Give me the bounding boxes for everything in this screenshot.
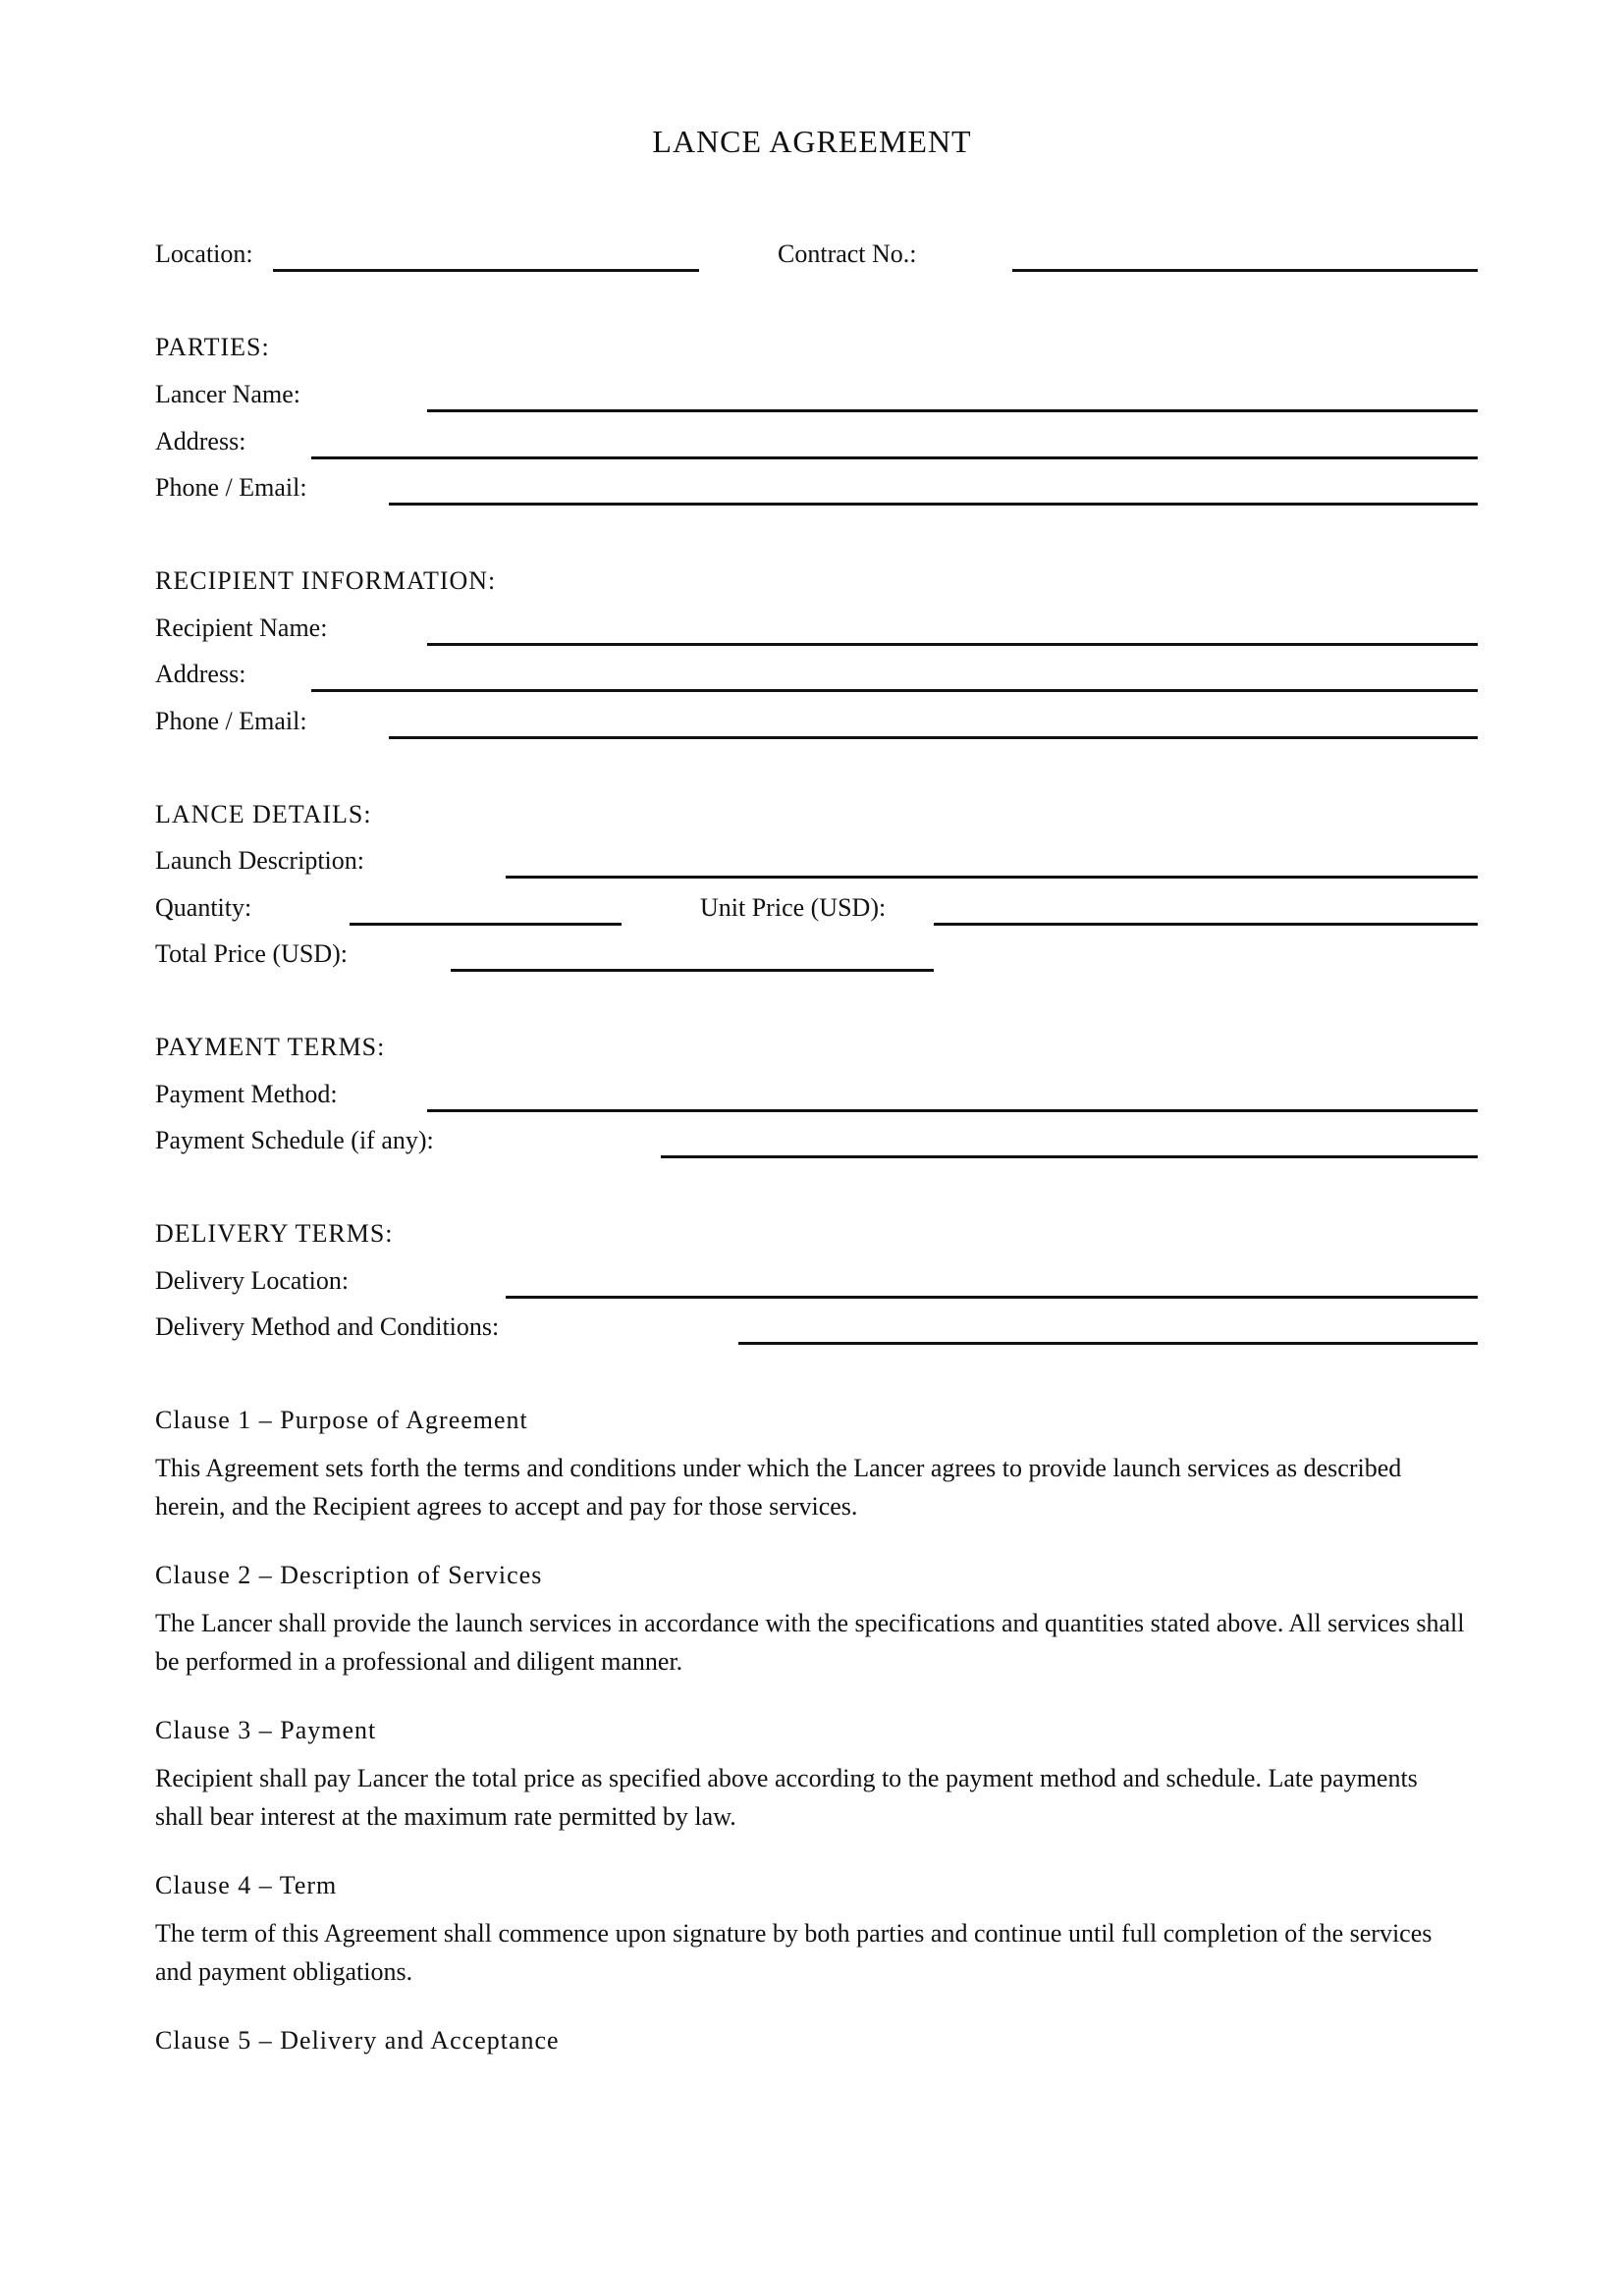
launch-description-field[interactable] xyxy=(506,876,1478,879)
recipient-name-field[interactable] xyxy=(427,643,1478,646)
recipient-contact-label: Phone / Email: xyxy=(155,707,307,735)
payment-terms-heading: PAYMENT TERMS: xyxy=(155,1033,386,1061)
lancer-address-field[interactable] xyxy=(311,456,1478,459)
delivery-method-field[interactable] xyxy=(738,1342,1478,1345)
recipient-address-field[interactable] xyxy=(311,689,1478,692)
location-label: Location: xyxy=(155,240,253,268)
recipient-contact-field[interactable] xyxy=(389,736,1478,739)
launch-description-label: Launch Description: xyxy=(155,846,364,875)
clause-4-title: Clause 4 – Term xyxy=(155,1871,338,1899)
contract-no-field[interactable] xyxy=(1012,269,1478,272)
location-field[interactable] xyxy=(273,269,699,272)
clause-3-text: Recipient shall pay Lancer the total price as specified above according to the payment method and schedule. Late payments shall bear interest at the maximum rate permitted by law. xyxy=(155,1764,1418,1831)
unit-price-field[interactable] xyxy=(934,923,1478,926)
quantity-field[interactable] xyxy=(350,923,622,926)
delivery-method-label: Delivery Method and Conditions: xyxy=(155,1312,500,1341)
clause-3-title: Clause 3 – Payment xyxy=(155,1716,377,1744)
delivery-location-label: Delivery Location: xyxy=(155,1266,350,1295)
lancer-name-field[interactable] xyxy=(427,409,1478,412)
recipient-name-label: Recipient Name: xyxy=(155,614,328,642)
lancer-address-label: Address: xyxy=(155,427,246,455)
clause-2-text: The Lancer shall provide the launch services in accordance with the specifications and quantities stated above. All services shall be performed in a professional and diligent manner. xyxy=(155,1609,1465,1676)
payment-method-field[interactable] xyxy=(427,1109,1478,1112)
payment-schedule-field[interactable] xyxy=(661,1155,1478,1158)
quantity-label: Quantity: xyxy=(155,893,252,922)
parties-heading: PARTIES: xyxy=(155,333,270,361)
recipient-heading: RECIPIENT INFORMATION: xyxy=(155,566,497,595)
payment-method-label: Payment Method: xyxy=(155,1080,338,1108)
total-price-label: Total Price (USD): xyxy=(155,939,349,968)
total-price-field[interactable] xyxy=(451,969,934,972)
clause-4-text: The term of this Agreement shall commence upon signature by both parties and continue until full completion of the services and payment obligations. xyxy=(155,1919,1433,1986)
clause-1-text: This Agreement sets forth the terms and conditions under which the Lancer agrees to provide launch services as described herein, and the Recipient agrees to accept and pay for those services. xyxy=(155,1454,1402,1521)
clause-1-title: Clause 1 – Purpose of Agreement xyxy=(155,1406,528,1434)
contract-no-label: Contract No.: xyxy=(778,240,917,268)
payment-schedule-label: Payment Schedule (if any): xyxy=(155,1126,434,1154)
delivery-terms-heading: DELIVERY TERMS: xyxy=(155,1219,394,1248)
unit-price-label: Unit Price (USD): xyxy=(700,893,887,922)
lancer-name-label: Lancer Name: xyxy=(155,380,300,408)
lancer-contact-field[interactable] xyxy=(389,503,1478,506)
delivery-location-field[interactable] xyxy=(506,1296,1478,1299)
lance-details-heading: LANCE DETAILS: xyxy=(155,800,372,828)
document-title: LANCE AGREEMENT xyxy=(652,124,972,159)
clause-2-title: Clause 2 – Description of Services xyxy=(155,1561,543,1589)
lancer-contact-label: Phone / Email: xyxy=(155,473,307,502)
clause-5-title: Clause 5 – Delivery and Acceptance xyxy=(155,2026,560,2055)
recipient-address-label: Address: xyxy=(155,660,246,688)
